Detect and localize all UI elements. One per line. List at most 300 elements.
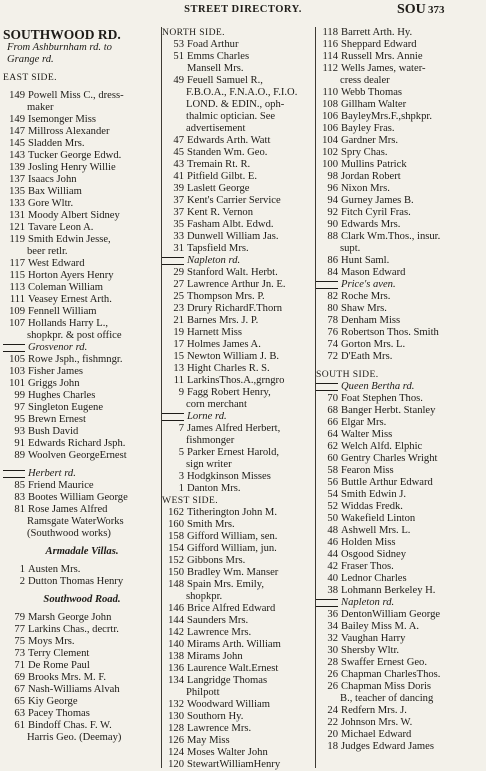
directory-entry [316,417,484,429]
resident-name: Fagg Robert Henry, [187,387,271,398]
house-number: 29 [173,267,184,278]
resident-name: Hight Charles R. S. [187,363,270,374]
house-number: 31 [173,243,184,254]
directory-entry [316,159,484,171]
house-number: 39 [173,183,184,194]
entry-continuation: shopkpr. [186,591,223,602]
cross-street [162,411,316,423]
resident-name: Saunders Mrs. [187,615,249,626]
house-number: 105 [9,354,25,365]
house-number: 80 [327,303,338,314]
house-number: 89 [14,450,25,461]
entry-continuation: maker [27,102,54,113]
directory-entry [316,39,484,51]
house-number: 130 [168,711,184,722]
directory-entry [3,174,161,186]
directory-entry [3,390,161,402]
house-number: 142 [168,627,184,638]
house-number: 136 [168,663,184,674]
intersection-mark [3,344,25,352]
directory-entry [316,741,484,753]
section-code: SOU [397,2,426,17]
house-number: 23 [173,303,184,314]
directory-entry [316,123,484,135]
house-number: 64 [327,429,338,440]
directory-entry [3,648,161,660]
resident-name: Lednor Charles [341,573,407,584]
resident-name: Jordan Robert [341,171,401,182]
directory-entry [162,471,316,483]
directory-entry [316,621,484,633]
intersection-mark [3,470,25,478]
entry-continuation: thalmic optician. See [186,111,276,122]
resident-name: Isemonger Miss [28,114,96,125]
directory-entry [3,186,161,198]
directory-entry [162,723,316,735]
entry-continuation: Ramsgate WaterWorks [27,516,124,527]
house-number: 67 [14,684,25,695]
directory-entry [316,717,484,729]
entry-continuation: cress dealer [340,75,390,86]
resident-name: Swaffer Ernest Geo. [341,657,427,668]
directory-entry [316,51,484,63]
house-number: 34 [327,621,338,632]
directory-entry [3,378,161,390]
directory-entry [3,366,161,378]
directory-entry [316,171,484,183]
resident-name: Brewn Ernest [28,414,86,425]
side-heading: SOUTH SIDE. [316,369,379,380]
resident-name: Chapman CharlesThos. [341,669,441,680]
directory-entry [162,555,316,567]
resident-name: Walter Miss [341,429,393,440]
directory-entry [3,294,161,306]
directory-entry [162,339,316,351]
resident-name: Lawrence Mrs. [187,627,252,638]
directory-entry [162,351,316,363]
directory-entry [162,387,316,399]
house-number: 26 [327,669,338,680]
directory-entry [3,138,161,150]
resident-name: Gifford William, jun. [187,543,277,554]
resident-name: Bootes William George [28,492,128,503]
house-number: 100 [322,159,338,170]
directory-entry [316,303,484,315]
house-number: 91 [14,438,25,449]
directory-entry [316,315,484,327]
directory-entry [3,576,161,588]
resident-name: Gorton Mrs. L. [341,339,406,350]
resident-name: Tucker George Edwd. [28,150,122,161]
house-number: 11 [173,375,184,386]
resident-name: Terry Clement [28,648,90,659]
resident-name: Kent's Carrier Service [187,195,281,206]
directory-entry [316,585,484,597]
house-number: 112 [322,63,338,74]
directory-entry [316,147,484,159]
house-number: 32 [327,633,338,644]
resident-name: Barrett Arth. Hy. [341,27,413,38]
house-number: 5 [178,447,184,458]
directory-entry [3,354,161,366]
directory-column-1 [3,27,161,744]
cross-street [316,279,484,291]
house-number: 1 [178,483,184,494]
resident-name: Mansell Mrs. [187,63,244,74]
directory-entry [162,195,316,207]
directory-entry [162,231,316,243]
resident-name: Hollands Harry L., [28,318,109,329]
house-number: 7 [178,423,184,434]
resident-name: Bax William [28,186,82,197]
house-number: 30 [327,645,338,656]
house-number: 63 [14,708,25,719]
house-number: 82 [327,291,338,302]
resident-name: Laslett George [187,183,250,194]
directory-entry [162,243,316,255]
resident-name: Kent R. Vernon [187,207,254,218]
entry-continuation: B., teacher of dancing [340,693,434,704]
directory-entry [316,609,484,621]
house-number: 74 [327,339,338,350]
house-number: 37 [173,195,184,206]
house-number: 114 [322,51,338,62]
entry-continuation: shopkpr. & post office [27,330,122,341]
cross-street [3,468,161,480]
directory-entry [316,705,484,717]
resident-name: Horton Ayers Henry [28,270,114,281]
house-number: 148 [168,579,184,590]
directory-entry [162,759,316,771]
directory-entry [3,636,161,648]
directory-entry [316,255,484,267]
house-number: 106 [322,123,338,134]
resident-name: Banger Herbt. Stanley [341,405,436,416]
resident-name: Webb Thomas [341,87,403,98]
directory-entry [316,441,484,453]
resident-name: Welch Alfd. Elphic [341,441,423,452]
resident-name: Hughes Charles [28,390,96,401]
directory-entry [162,639,316,651]
house-number: 106 [322,111,338,122]
directory-entry [162,159,316,171]
resident-name: James Alfred Herbert, [187,423,281,434]
house-number: 21 [173,315,184,326]
directory-entry [316,63,484,75]
house-number: 120 [168,759,184,770]
directory-entry [3,492,161,504]
house-number: 111 [9,294,25,305]
directory-entry [316,429,484,441]
resident-name: Smith Mrs. [187,519,235,530]
house-number: 3 [178,471,184,482]
directory-entry [162,171,316,183]
intersection-mark [316,281,338,289]
directory-entry [316,219,484,231]
house-number: 102 [322,147,338,158]
resident-name: Chapman Miss Doris [341,681,432,692]
resident-name: Ashwell Mrs. L. [341,525,411,536]
intersection-mark [316,599,338,607]
resident-name: Gentry Charles Wright [341,453,438,464]
directory-entry [316,135,484,147]
resident-name: Bailey Miss M. A. [341,621,419,632]
directory-entry [3,696,161,708]
cross-street-name: Napleton rd. [341,597,395,608]
resident-name: Roche Mrs. [341,291,391,302]
house-number: 94 [327,195,338,206]
directory-entry [3,708,161,720]
house-number: 66 [327,417,338,428]
house-number: 121 [9,222,25,233]
directory-entry [316,489,484,501]
house-number: 73 [14,648,25,659]
intersection-mark [162,257,184,265]
directory-entry [316,537,484,549]
directory-entry [162,375,316,387]
resident-name: Pitfield Gilbt. E. [187,171,258,182]
house-number: 69 [14,672,25,683]
house-number: 95 [14,414,25,425]
directory-entry [316,405,484,417]
house-number: 115 [9,270,25,281]
resident-name: StewartWilliamHenry [187,759,281,770]
directory-entry [3,162,161,174]
resident-name: Powell Miss C., dress- [28,90,124,101]
house-number: 24 [327,705,338,716]
resident-name: Holmes James A. [187,339,261,350]
house-number: 18 [327,741,338,752]
resident-name: Moses Walter John [187,747,268,758]
house-number: 71 [14,660,25,671]
directory-entry [3,660,161,672]
directory-entry [162,603,316,615]
directory-entry [162,75,316,87]
directory-entry [316,477,484,489]
resident-name: West Edward [28,258,85,269]
resident-name: Fitch Cyril Fras. [341,207,411,218]
resident-name: Friend Maurice [28,480,94,491]
directory-entry [316,561,484,573]
directory-entry [162,279,316,291]
resident-name: Foad Arthur [187,39,239,50]
house-number: 56 [327,477,338,488]
directory-entry [316,453,484,465]
terrace-heading: Southwood Road. [43,594,121,605]
directory-entry [3,222,161,234]
resident-name: Singleton Eugene [28,402,104,413]
house-number: 126 [168,735,184,746]
house-number: 85 [14,480,25,491]
resident-name: Vaughan Harry [341,633,406,644]
directory-entry [3,90,161,102]
directory-entry [162,327,316,339]
resident-name: Sladden Mrs. [28,138,85,149]
directory-entry [3,210,161,222]
directory-entry [162,423,316,435]
resident-name: Kiy George [28,696,78,707]
house-number: 25 [173,291,184,302]
directory-entry [162,39,316,51]
resident-name: Gardner Mrs. [341,135,399,146]
resident-name: Lawrence Arthur Jn. E. [187,279,286,290]
directory-entry [162,615,316,627]
resident-name: Edwards Richard Jsph. [28,438,126,449]
page-number: 373 [428,4,445,16]
house-number: 42 [327,561,338,572]
house-number: 61 [14,720,25,731]
house-number: 93 [14,426,25,437]
directory-entry [3,150,161,162]
resident-name: Foat Stephen Thos. [341,393,423,404]
house-number: 9 [178,387,184,398]
resident-name: Josling Henry Willie [28,162,116,173]
resident-name: Fraser Thos. [341,561,394,572]
resident-name: Fearon Miss [341,465,394,476]
house-number: 52 [327,501,338,512]
resident-name: Griggs John [28,378,80,389]
directory-entry [3,564,161,576]
house-number: 152 [168,555,184,566]
house-number: 41 [173,171,184,182]
street-title: SOUTHWOOD RD. [3,27,121,42]
resident-name: Parker Ernest Harold, [187,447,280,458]
cross-street [3,342,161,354]
cross-street-name: Price's aven. [341,279,396,290]
resident-name: Fennell William [28,306,97,317]
resident-name: Mason Edward [341,267,406,278]
directory-entry [162,531,316,543]
directory-entry [162,579,316,591]
cross-street [162,255,316,267]
house-number: 104 [322,135,338,146]
resident-name: Gibbons Mrs. [187,555,246,566]
directory-entry [316,681,484,693]
house-number: 78 [327,315,338,326]
directory-entry [316,573,484,585]
directory-entry [316,513,484,525]
resident-name: Danton Mrs. [187,483,241,494]
house-number: 68 [327,405,338,416]
resident-name: Wells James, water- [341,63,426,74]
house-number: 113 [9,282,25,293]
house-number: 96 [327,183,338,194]
entry-continuation: advertisement [186,123,246,134]
intersection-mark [316,383,338,391]
resident-name: Gore Wltr. [28,198,74,209]
house-number: 132 [168,699,184,710]
resident-name: Widdas Fredk. [341,501,403,512]
resident-name: Smith Edwin Jesse, [28,234,111,245]
cross-street-name: Grosvenor rd. [28,342,88,353]
house-number: 83 [14,492,25,503]
directory-entry [162,315,316,327]
house-number: 27 [173,279,184,290]
resident-name: Nash-Williams Alvah [28,684,120,695]
house-number: 131 [9,210,25,221]
directory-entry [316,729,484,741]
resident-name: Mirams Arth. William [187,639,281,650]
running-title: STREET DIRECTORY. [184,4,302,15]
house-number: 58 [327,465,338,476]
directory-entry [316,267,484,279]
house-number: 98 [327,171,338,182]
resident-name: Tremain Rt. R. [187,159,251,170]
directory-entry [3,306,161,318]
house-number: 35 [173,219,184,230]
house-number: 99 [14,390,25,401]
directory-entry [162,51,316,63]
resident-name: Bindoff Chas. F. W. [28,720,112,731]
house-number: 62 [327,441,338,452]
house-number: 26 [327,681,338,692]
house-number: 150 [168,567,184,578]
house-number: 137 [9,174,25,185]
house-number: 22 [327,717,338,728]
directory-entry [316,87,484,99]
house-number: 48 [327,525,338,536]
directory-column-3 [316,27,484,753]
house-number: 60 [327,453,338,464]
resident-name: Isaacs John [28,174,77,185]
resident-name: Hodgkinson Misses [187,471,271,482]
house-number: 51 [173,51,184,62]
directory-entry [3,438,161,450]
house-number: 46 [327,537,338,548]
house-number: 75 [14,636,25,647]
entry-continuation: LOND. & EDIN., oph- [186,99,285,110]
resident-name: Brice Alfred Edward [187,603,276,614]
resident-name: Sheppard Edward [341,39,417,50]
resident-name: Gurney James B. [341,195,414,206]
directory-entry [3,282,161,294]
house-number: 119 [9,234,25,245]
directory-entry [3,126,161,138]
house-number: 54 [327,489,338,500]
resident-name: Nixon Mrs. [341,183,390,194]
resident-name: Hunt Saml. [341,255,390,266]
resident-name: Southorn Hy. [187,711,244,722]
house-number: 53 [173,39,184,50]
house-number: 86 [327,255,338,266]
directory-entry [162,135,316,147]
resident-name: Larkins Chas., decrtr. [28,624,119,635]
directory-entry [316,99,484,111]
house-number: 140 [168,639,184,650]
resident-name: Fisher James [28,366,84,377]
resident-name: Austen Mrs. [28,564,81,575]
house-number: 110 [322,87,338,98]
house-number: 49 [173,75,184,86]
resident-name: Lohmann Berkeley H. [341,585,436,596]
resident-name: Stanford Walt. Herbt. [187,267,278,278]
cross-street-name: Queen Bertha rd. [341,381,415,392]
house-number: 50 [327,513,338,524]
house-number: 139 [9,162,25,173]
directory-entry [162,663,316,675]
house-number: 162 [168,507,184,518]
intersection-mark [162,413,184,421]
house-number: 37 [173,207,184,218]
resident-name: DentonWilliam George [341,609,441,620]
directory-entry [162,219,316,231]
resident-name: Harnett Miss [187,327,243,338]
terrace-heading: Armadale Villas. [45,546,119,557]
directory-entry [316,657,484,669]
resident-name: Wakefield Linton [341,513,416,524]
entry-continuation: fishmonger [186,435,235,446]
resident-name: Drury RichardF.Thorn [187,303,283,314]
